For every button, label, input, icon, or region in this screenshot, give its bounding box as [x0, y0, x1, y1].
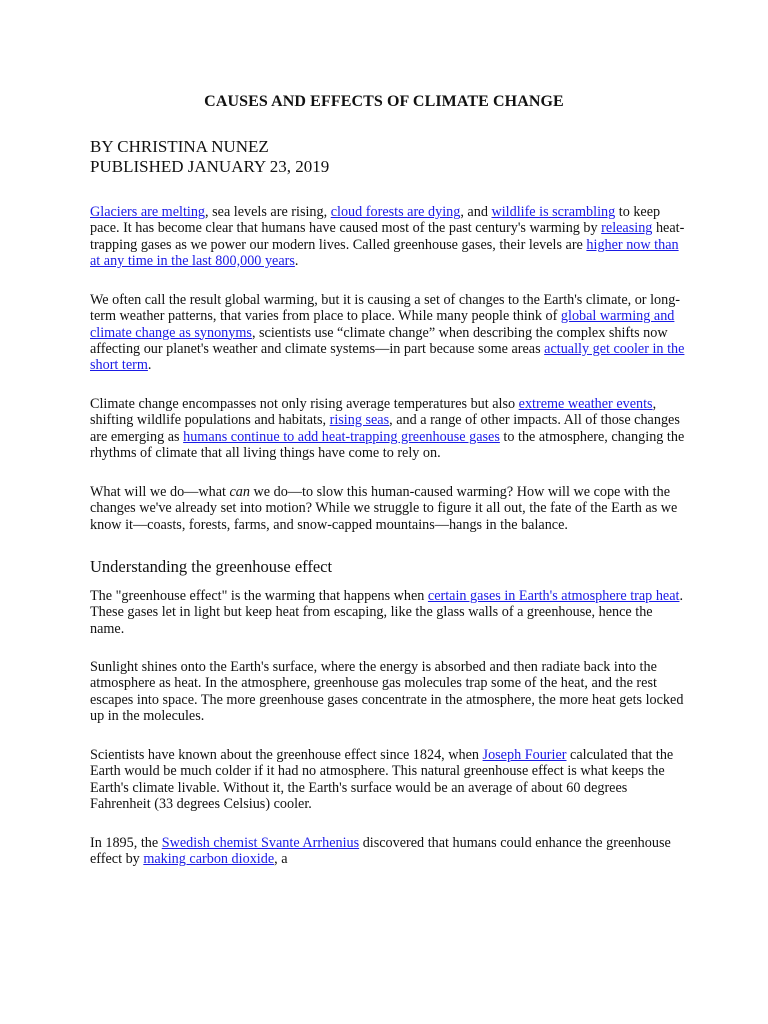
link-cloud-forests[interactable]: cloud forests are dying — [330, 204, 461, 220]
link-carbon-dioxide[interactable]: making carbon dioxide — [143, 851, 275, 868]
link-svante-arrhenius[interactable]: Swedish chemist Svante Arrhenius — [161, 835, 360, 851]
section-heading: Understanding the greenhouse effect — [90, 557, 333, 576]
link-glaciers-melting[interactable]: Glaciers are melting — [90, 204, 206, 220]
article-title: CAUSES AND EFFECTS OF CLIMATE CHANGE — [204, 93, 564, 110]
paragraph-3: Climate change encompasses not only rising average temperatures but also extreme weather events, shifting wildlife populations and habitats, rising seas, and a range of other impacts. All of those changes are emerging as humans continue to add heat-trapping greenhouse gases to the atmosphere, changing the rhythms of climate that all living things have come to rely on. — [90, 396, 685, 461]
paragraph-6: Sunlight shines onto the Earth's surface, where the energy is absorbed and then radiate back into the atmosphere as heat. In the atmosphere, greenhouse gas molecules trap some of the heat, and the rest escapes into space. The more greenhouse gases concentrate in the atmosphere, the more heat gets locked up in the molecules. — [90, 659, 684, 724]
publish-date: PUBLISHED JANUARY 23, 2019 — [90, 157, 330, 176]
paragraph-7: Scientists have known about the greenhouse effect since 1824, when Joseph Fourier calculated that the Earth would be much colder if it had no atmosphere. This natural greenhouse effect is what keeps the Earth's climate livable. Without it, the Earth's surface would be an average of about 60 degrees Fahrenheit (33 degrees Celsius) cooler. — [90, 747, 674, 812]
paragraph-1: Glaciers are melting, sea levels are rising, cloud forests are dying, and wildlife is scrambling to keep pace. It has become clear that humans have caused most of the past century's warming by releasing heat-trapping gases as we power our modern lives. Called greenhouse gases, their levels are higher now than at any time in the last 800,000 years. — [90, 204, 685, 269]
byline: BY CHRISTINA NUNEZ — [90, 137, 269, 156]
paragraph-4: What will we do—what can we do—to slow this human-caused warming? How will we cope with the changes we've already set into motion? While we struggle to figure it all out, the fate of the Earth as we know it—coasts, forests, farms, and snow-capped mountains—hangs in the balance. — [90, 484, 678, 533]
link-gases-trap-heat[interactable]: certain gases in Earth's atmosphere trap heat — [427, 588, 680, 604]
link-joseph-fourier[interactable]: Joseph Fourier — [482, 747, 567, 763]
link-cooler-short-term[interactable]: actually get cooler in the short term — [90, 340, 685, 374]
link-extreme-weather[interactable]: extreme weather events — [518, 396, 653, 412]
paragraph-8: In 1895, the Swedish chemist Svante Arrhenius discovered that humans could enhance the greenhouse effect by making carbon dioxide, a — [90, 835, 671, 868]
link-rising-seas[interactable]: rising seas — [329, 412, 390, 429]
link-higher-levels[interactable]: higher now than at any time in the last 800,000 years — [90, 236, 679, 269]
paragraph-5: The "greenhouse effect" is the warming that happens when certain gases in Earth's atmosphere trap heat. These gases let in light but keep heat from escaping, like the glass walls of a greenhouse, hence the name. — [90, 588, 683, 637]
link-wildlife-scrambling[interactable]: wildlife is scrambling — [491, 204, 616, 220]
paragraph-2: We often call the result global warming, but it is causing a set of changes to the Earth's climate, or long-term weather patterns, that varies from place to place. While many people think of global warming and climate change as synonyms, scientists use “climate change” when describing the complex shifts now affecting our planet's weather and climate systems—in part because some areas actually get cooler in the short term. — [90, 292, 685, 374]
link-releasing[interactable]: releasing — [601, 220, 653, 237]
link-synonyms[interactable]: global warming and climate change as synonyms — [90, 308, 675, 341]
link-greenhouse-gases[interactable]: humans continue to add heat-trapping greenhouse gases — [183, 428, 500, 445]
